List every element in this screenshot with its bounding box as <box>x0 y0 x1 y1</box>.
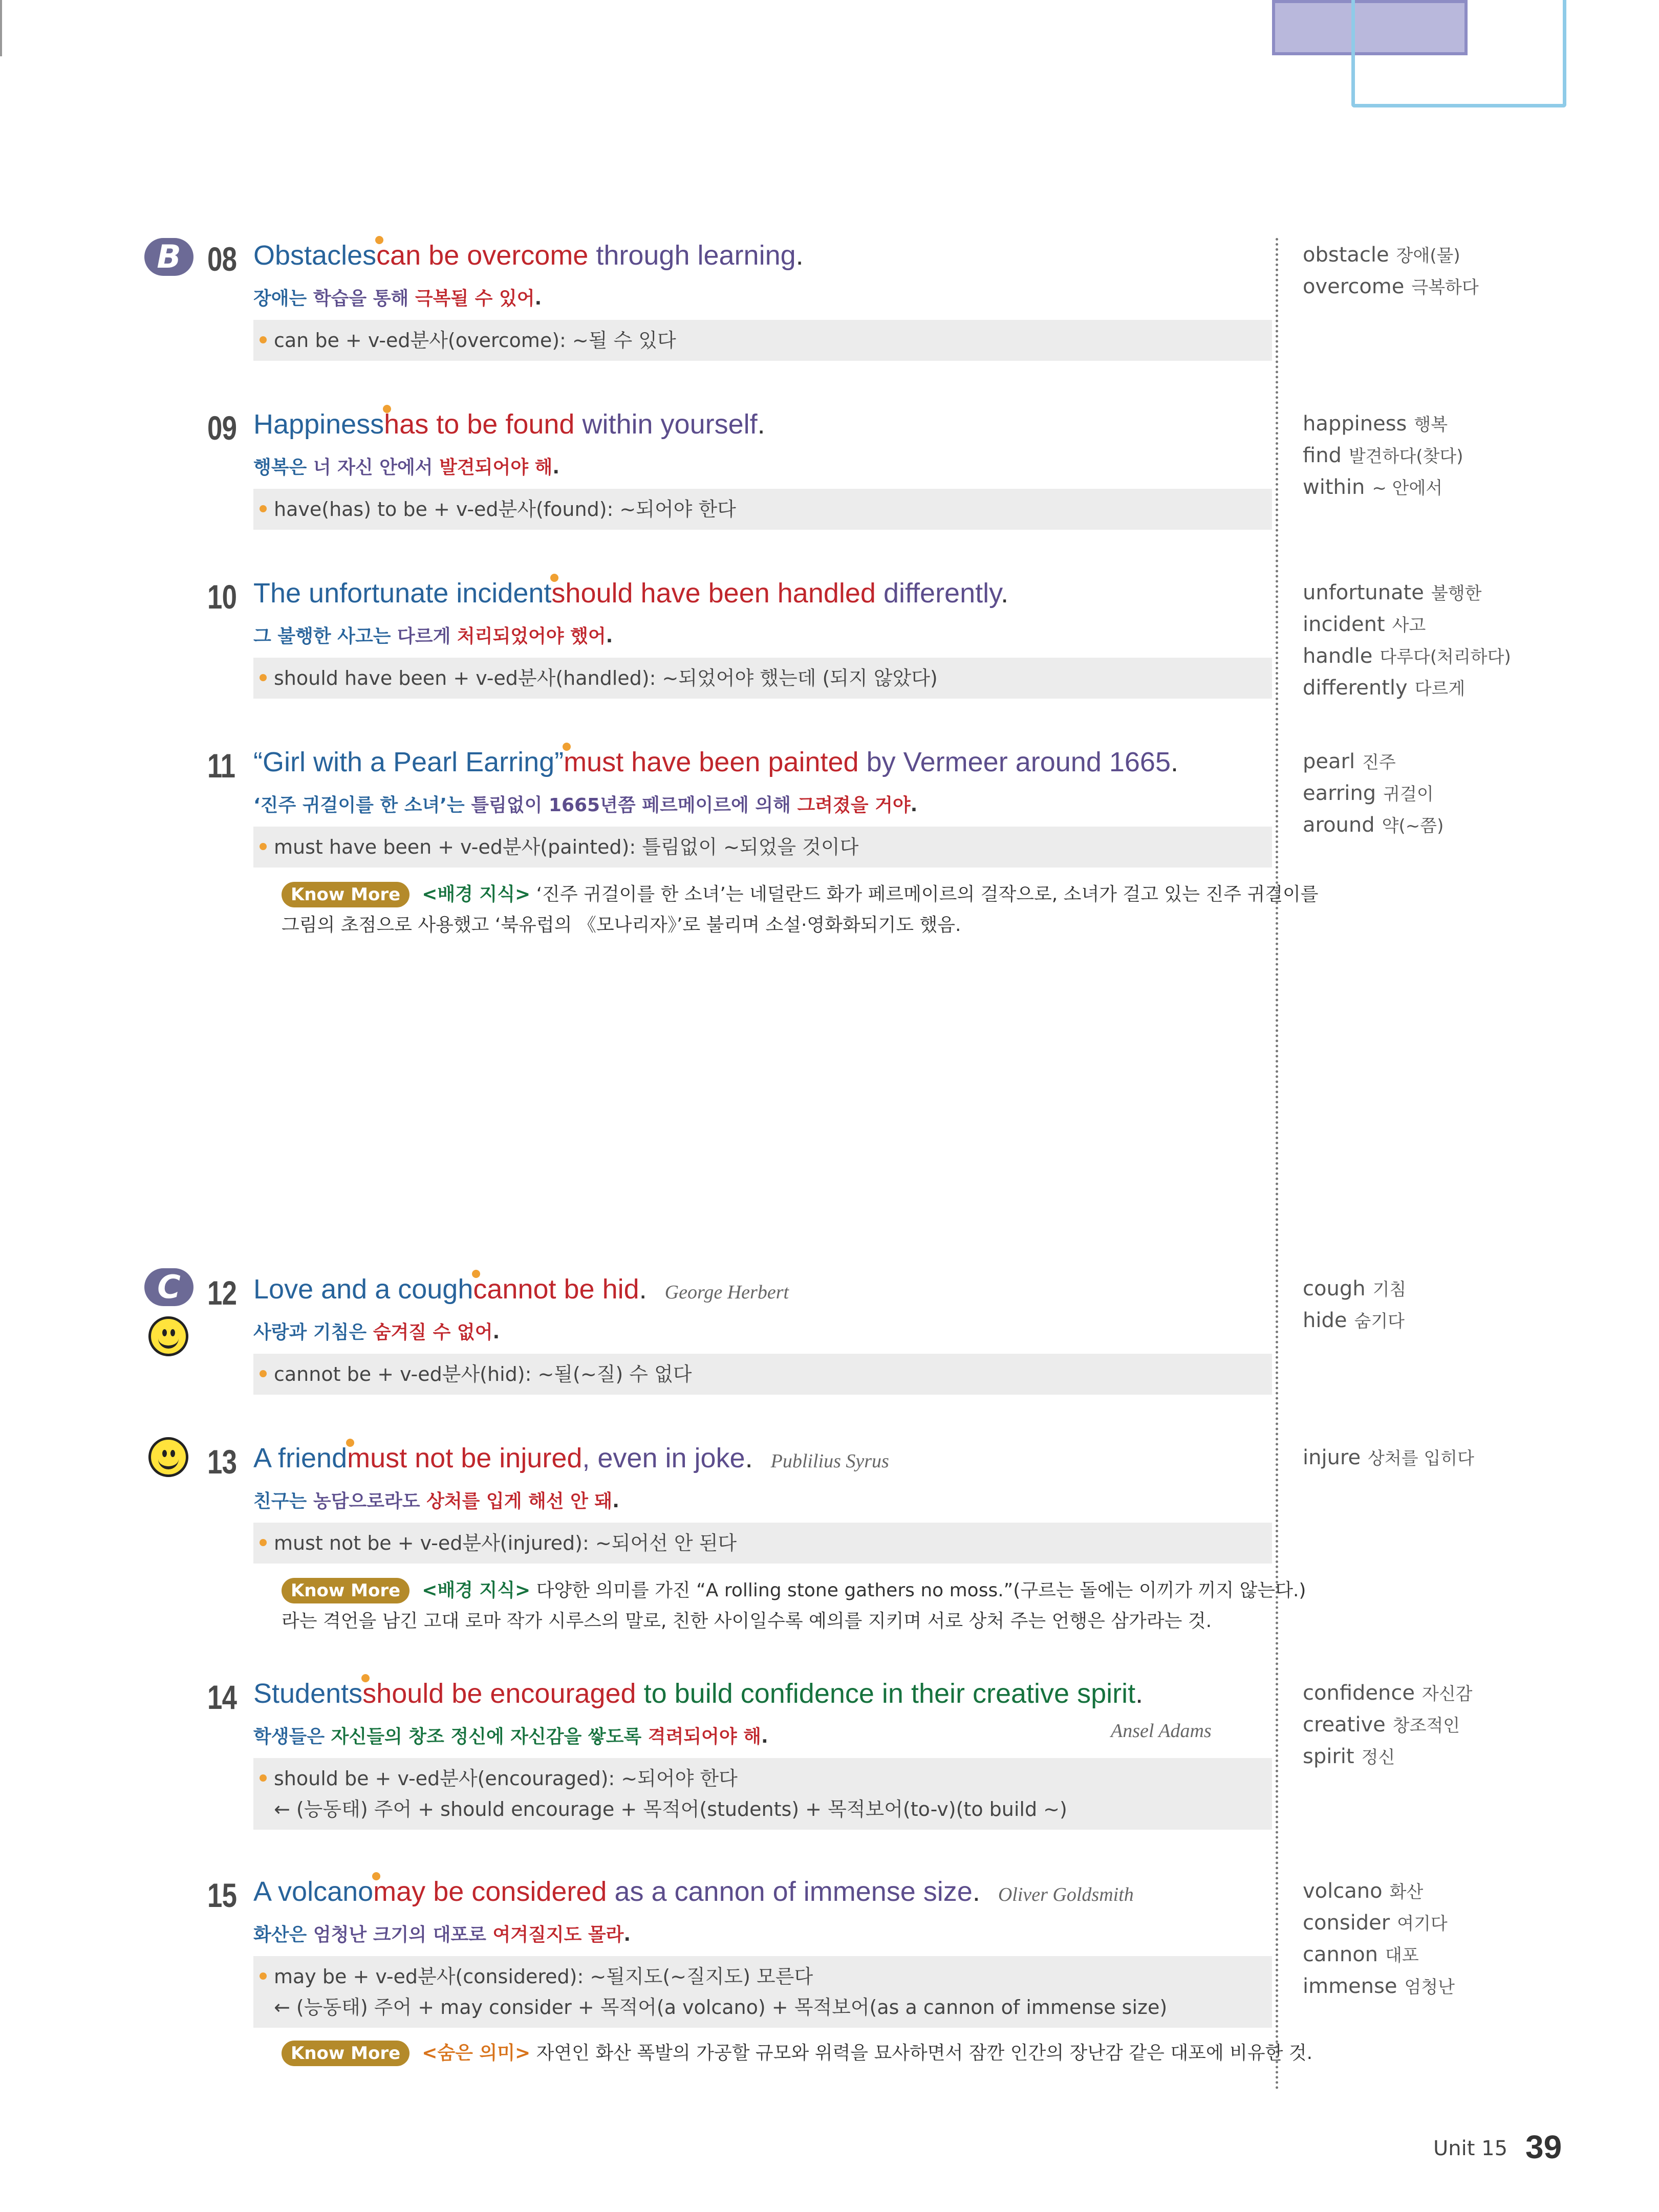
item-number: 08 <box>207 240 237 278</box>
grammar-note: should be + v-ed분사(encouraged): ~되어야 한다 ← (능동태) 주어 + should encourage + 목적어(students) + 목적보어(to-v)(to build ~) <box>253 1758 1272 1830</box>
korean-translation: 학생들은 자신들의 창조 정신에 자신감을 쌓도록 격려되어야 해. <box>253 1726 768 1747</box>
vocab-list: unfortunate 불행한 incident 사고 handle 다루다(처리하다) differently 다르게 <box>1303 581 1511 700</box>
english-sentence: A friendmust not be injured, even in joke. Publilius Syrus <box>253 1443 889 1473</box>
page-edge-line <box>0 0 2 56</box>
quote-author: Ansel Adams <box>1111 1720 1212 1742</box>
know-more-box: Know More <배경 지식> 다양한 의미를 가진 “A rolling stone gathers no moss.”(구르는 돌에는 이끼가 끼지 않는다.) 라는 격언을 남긴 고대 로마 작가 시루스의 말로, 친한 사이일수록 예의를 지키며 서로 상처 주는 언행은 삼가라는 것. <box>282 1575 1306 1637</box>
korean-translation: ‘진주 귀걸이를 한 소녀’는 틀림없이 1665년쯤 페르메이르에 의해 그려졌을 거야. <box>253 795 918 816</box>
grammar-note: cannot be + v-ed분사(hid): ~될(~질) 수 없다 <box>253 1354 1272 1395</box>
english-sentence: A volcanomay be considered as a cannon of immense size. Oliver Goldsmith <box>253 1876 1134 1907</box>
section-badge-b: B <box>144 238 193 276</box>
grammar-note: should have been + v-ed분사(handled): ~되었어야 했는데 (되지 않았다) <box>253 658 1272 699</box>
korean-translation: 장애는 학습을 통해 극복될 수 있어. <box>253 288 542 309</box>
grammar-note: may be + v-ed분사(considered): ~될지도(~질지도) 모른다 ← (능동태) 주어 + may consider + 목적어(a volcano) + 목적보어(as a cannon of immense size) <box>253 1956 1272 2028</box>
vocab-list: cough 기침 hide 숨기다 <box>1303 1277 1407 1332</box>
smiley-icon <box>148 1437 188 1477</box>
vocab-list: happiness 행복 find 발견하다(찾다) within ~ 안에서 <box>1303 412 1463 499</box>
english-sentence: “Girl with a Pearl Earring”must have been painted by Vermeer around 1665. <box>253 747 1178 777</box>
vocab-divider <box>1276 238 1278 2091</box>
section-badge-c: C <box>144 1268 193 1306</box>
know-more-badge: Know More <box>282 2041 410 2066</box>
korean-translation: 그 불행한 사고는 다르게 처리되었어야 했어. <box>253 626 613 647</box>
know-more-box: Know More <숨은 의미> 자연인 화산 폭발의 가공할 규모와 위력을 묘사하면서 잠깐 인간의 장난감 같은 대포에 비유한 것. <box>282 2038 1312 2069</box>
grammar-note: must have been + v-ed분사(painted): 틀림없이 ~되었을 것이다 <box>253 827 1272 868</box>
know-more-box: Know More <배경 지식> ‘진주 귀걸이를 한 소녀’는 네덜란드 화가 페르메이르의 걸작으로, 소녀가 걸고 있는 진주 귀걸이를 그림의 초점으로 사용했고 ‘북유럽의 《모나리자》’로 불리며 소설·영화화되기도 했음. <box>282 879 1319 941</box>
korean-translation: 사랑과 기침은 숨겨질 수 없어. <box>253 1322 500 1343</box>
grammar-note: can be + v-ed분사(overcome): ~될 수 있다 <box>253 320 1272 361</box>
item-number: 15 <box>207 1876 237 1914</box>
item-number: 11 <box>207 747 235 785</box>
know-more-badge: Know More <box>282 1578 410 1603</box>
item-number: 14 <box>207 1678 237 1716</box>
english-sentence: Happinesshas to be found within yourself. <box>253 409 765 440</box>
know-more-badge: Know More <box>282 882 410 907</box>
grammar-note: have(has) to be + v-ed분사(found): ~되어야 한다 <box>253 489 1272 530</box>
grammar-note: must not be + v-ed분사(injured): ~되어선 안 된다 <box>253 1523 1272 1564</box>
vocab-list: obstacle 장애(물) overcome 극복하다 <box>1303 243 1479 298</box>
english-sentence: The unfortunate incidentshould have been handled differently. <box>253 578 1009 609</box>
item-number: 13 <box>207 1443 237 1481</box>
vocab-list: injure 상처를 입히다 <box>1303 1446 1474 1469</box>
item-number: 10 <box>207 578 237 616</box>
korean-translation: 친구는 농담으로라도 상처를 입게 해선 안 돼. <box>253 1491 619 1512</box>
quote-author: Publilius Syrus <box>770 1450 889 1472</box>
corner-decoration-blue <box>1351 0 1566 107</box>
smiley-icon <box>148 1316 188 1356</box>
english-sentence: Obstaclescan be overcome through learning. <box>253 240 804 271</box>
quote-author: Oliver Goldsmith <box>998 1884 1134 1905</box>
item-number: 09 <box>207 409 237 447</box>
vocab-list: confidence 자신감 creative 창조적인 spirit 정신 <box>1303 1681 1473 1768</box>
english-sentence: Studentsshould be encouraged to build confidence in their creative spirit. <box>253 1678 1144 1709</box>
english-sentence: Love and a coughcannot be hid. George Herbert <box>253 1274 789 1305</box>
footer-unit: Unit 15 <box>1433 2137 1508 2160</box>
quote-author: George Herbert <box>664 1282 789 1303</box>
korean-translation: 화산은 엄청난 크기의 대포로 여겨질지도 몰라. <box>253 1924 631 1945</box>
korean-translation: 행복은 너 자신 안에서 발견되어야 해. <box>253 457 560 478</box>
vocab-list: volcano 화산 consider 여기다 cannon 대포 immense 엄청난 <box>1303 1879 1455 1998</box>
vocab-list: pearl 진주 earring 귀걸이 around 약(~쯤) <box>1303 750 1444 837</box>
page-number: 39 <box>1525 2129 1562 2165</box>
item-number: 12 <box>207 1274 237 1312</box>
